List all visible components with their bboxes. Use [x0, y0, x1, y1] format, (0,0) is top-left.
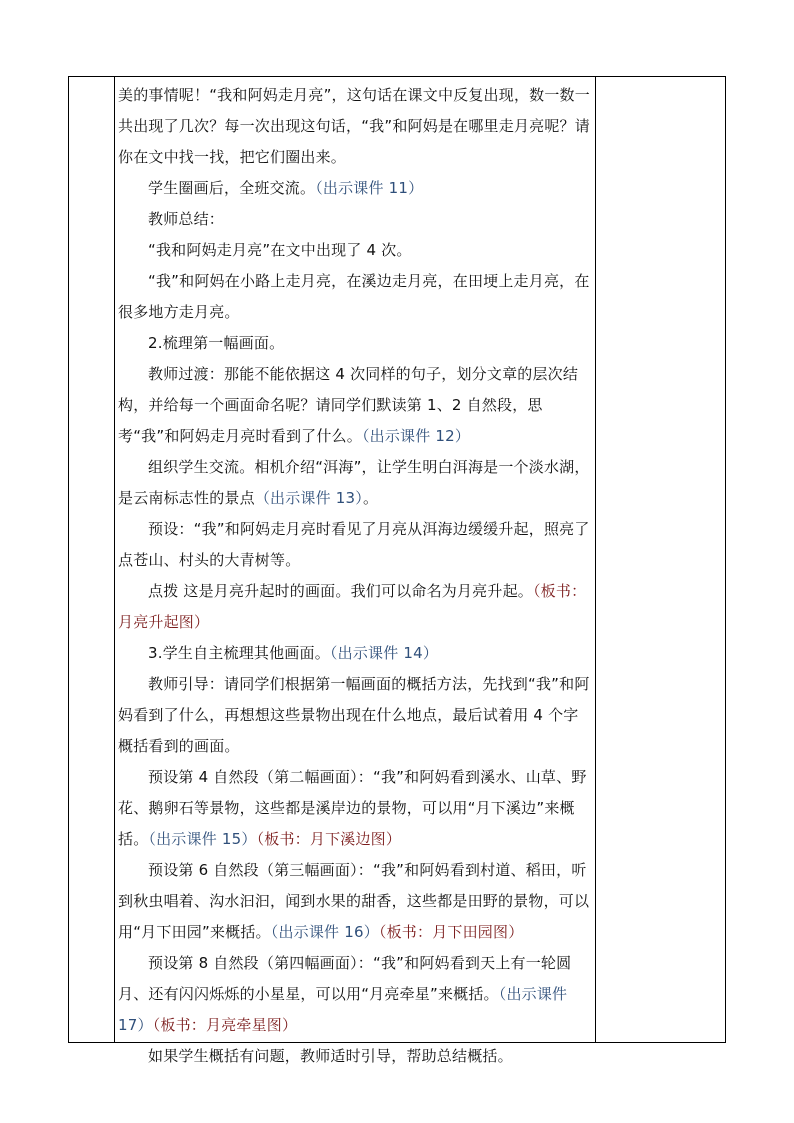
- paragraph-text: 。: [362, 489, 379, 507]
- lesson-text-cell: [118, 80, 592, 1072]
- paragraph: [118, 204, 592, 235]
- courseware-note: （出示课件 13）: [254, 489, 363, 507]
- column-divider-left: [114, 77, 115, 1042]
- column-divider-right: [595, 77, 596, 1042]
- paragraph: [118, 266, 592, 328]
- paragraph: [118, 452, 592, 514]
- paragraph: [118, 514, 592, 576]
- paragraph: [118, 80, 592, 173]
- paragraph-text: “我”和阿妈在小路上走月亮，在溪边走月亮，在田埂上走月亮，在很多地方走月亮。: [118, 272, 590, 321]
- paragraph-text: “我和阿妈走月亮”在文中出现了 4 次。: [148, 241, 412, 259]
- paragraph: [118, 855, 592, 948]
- board-note: （板书：月下田园图）: [378, 923, 524, 941]
- paragraph: [118, 173, 592, 204]
- courseware-note: （出示课件 12）: [361, 427, 471, 445]
- paragraph-text: 预设第 6 自然段（第三幅画面）：“我”和阿妈看到村道、稻田，听到秋虫唱着、沟水汩汩，闻到水果的甜香，这些都是田野的景物，可以用“月下田园”来概括。: [118, 861, 590, 941]
- courseware-note: （出示课件 16）: [270, 923, 379, 941]
- paragraph-text: 预设第 8 自然段（第四幅画面）：“我”和阿妈看到天上有一轮圆月、还有闪闪烁烁的小星星，可以用“月亮牵星”来概括。: [118, 954, 572, 1003]
- paragraph: [118, 576, 592, 638]
- paragraph-text: 美的事情呢！“我和阿妈走月亮”，这句话在课文中反复出现，数一数一共出现了几次？每一次出现这句话，“我”和阿妈是在哪里走月亮呢？请你在文中找一找，把它们圈出来。: [118, 86, 590, 166]
- paragraph: [118, 235, 592, 266]
- paragraph-text: 教师引导：请同学们根据第一幅画面的概括方法，先找到“我”和阿妈看到了什么，再想想这些景物出现在什么地点，最后试着用 4 个字概括看到的画面。: [118, 675, 590, 755]
- paragraph: [118, 328, 592, 359]
- board-note: （板书：月亮牵星图）: [152, 1016, 298, 1034]
- paragraph-text: 预设：“我”和阿妈走月亮时看见了月亮从洱海边缓缓升起，照亮了点苍山、村头的大青树等。: [118, 520, 590, 569]
- paragraph: [118, 669, 592, 762]
- paragraph-text: 组织学生交流。相机介绍“洱海”，让学生明白洱海是一个淡水湖，是云南标志性的景点: [118, 458, 590, 507]
- courseware-note: （出示课件 15）: [148, 830, 257, 848]
- paragraph-text: 3.学生自主梳理其他画面。: [148, 644, 330, 662]
- courseware-note: （出示课件 14）: [329, 644, 439, 662]
- paragraph: [118, 1041, 592, 1072]
- board-note: （板书：月下溪边图）: [256, 830, 402, 848]
- paragraph-text: 如果学生概括有问题，教师适时引导，帮助总结概括。: [148, 1047, 513, 1065]
- paragraph: [118, 638, 592, 669]
- paragraph: [118, 762, 592, 855]
- courseware-note: （出示课件 17）: [118, 985, 568, 1034]
- paragraph-text: 预设第 4 自然段（第二幅画面）：“我”和阿妈看到溪水、山草、野花、鹅卵石等景物，这些都是溪岸边的景物，可以用“月下溪边”来概括。: [118, 768, 587, 848]
- paragraph: [118, 948, 592, 1041]
- paragraph-text: 学生圈画后，全班交流。: [148, 179, 316, 197]
- paragraph-text: 教师过渡：那能不能依据这 4 次同样的句子，划分文章的层次结构，并给每一个画面命名呢？请同学们默读第 1、2 自然段，思考“我”和阿妈走月亮时看到了什么。: [118, 365, 579, 445]
- board-note: （板书：月亮升起图）: [118, 582, 587, 631]
- courseware-note: （出示课件 11）: [315, 179, 424, 197]
- paragraph-text: 点拨 这是月亮升起时的画面。我们可以命名为月亮升起。: [148, 582, 533, 600]
- paragraph-text: 2.梳理第一幅画面。: [148, 334, 285, 352]
- paragraph-text: 教师总结：: [148, 210, 225, 228]
- paragraph: [118, 359, 592, 452]
